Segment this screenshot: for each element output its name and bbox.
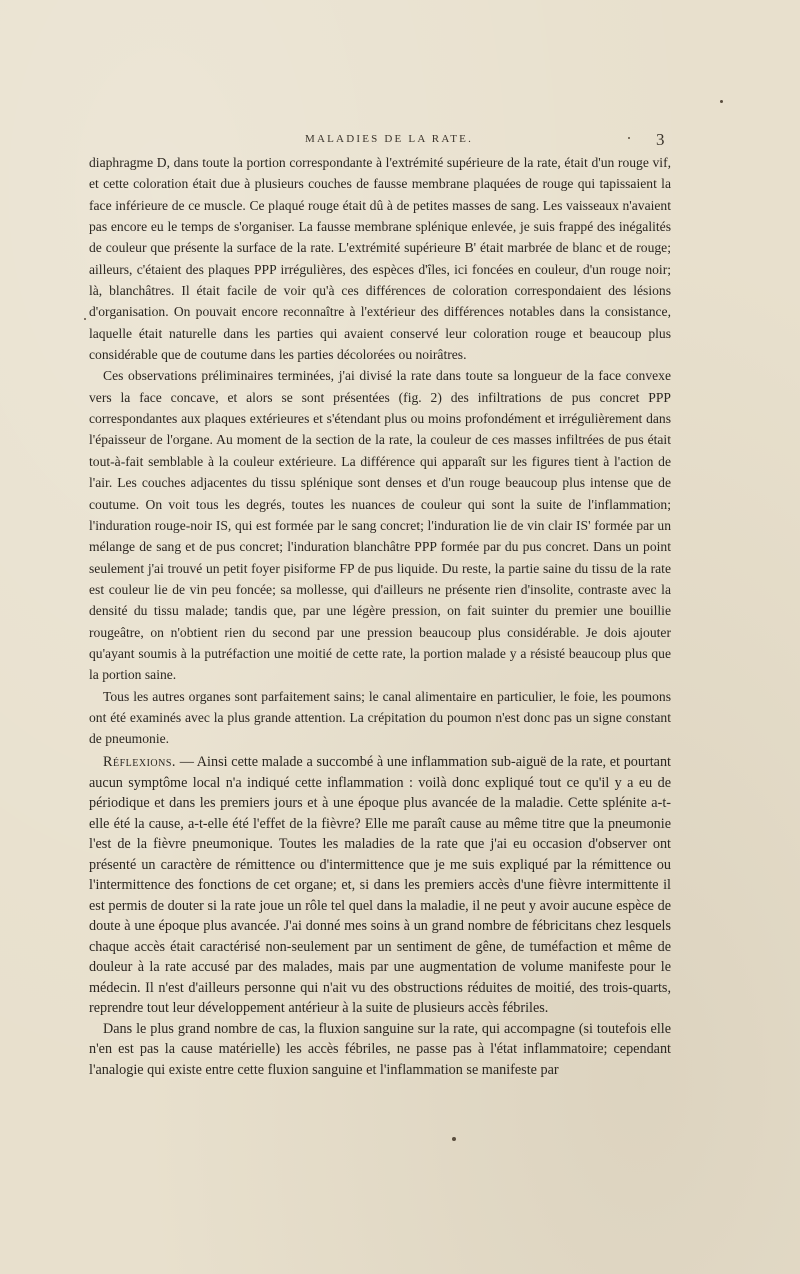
running-head: MALADIES DE LA RATE. — [305, 133, 474, 145]
reflexions-section — [89, 752, 671, 1080]
paper-speck — [720, 100, 723, 103]
paper-speck — [628, 137, 630, 139]
reflexions-paragraph-1 — [89, 752, 671, 1019]
observation-paragraph-1: diaphragme D, dans toute la portion correspondante à l'extrémité supérieure de la rate, était d'un rouge vif, et cette coloration était due à plusieurs couches de fausse membrane plaquées de rouge qui tapissaient la face inférieure de ce muscle. Ce plaqué rouge était dû à de petites masses de sang. Les vaisseaux n'avaient pas encore eu le temps de s'organiser. La fausse membrane splénique enlevée, je suis frappé des inégalités de couleur que présente la surface de la rate. L'extrémité supérieure B' était marbrée de blanc et de rouge; ailleurs, c'étaient des plaques PPP irrégulières, des espèces d'îles, ici foncées en couleur, d'un rouge noir; là, blanchâtres. Il était facile de voir qu'à ces différences de coloration correspondaient des lésions d'organisation. On pouvait encore reconnaître à l'extérieur des différences notables dans la consistance, laquelle était naturelle dans les parties qui avaient conservé leur coloration rouge et beaucoup plus considérable que de coutume dans les parties décolorées ou noirâtres. — [89, 155, 671, 363]
reflexions-paragraph-2: Dans le plus grand nombre de cas, la fluxion sanguine sur la rate, qui accompagne (si toutefois elle n'en est pas la cause matérielle) les accès fébriles, ne passe pas à l'état inflammatoire; cependant l'analogie qui existe entre cette fluxion sanguine et l'inflammation se manifeste par — [89, 1020, 671, 1078]
paper-speck — [84, 318, 86, 320]
observation-paragraph-3: Tous les autres organes sont parfaitement sains; le canal alimentaire en particulier, le foie, les poumons ont été examinés avec la plus grande attention. La crépitation du poumon n'est donc pas un signe constant de pneumonie. — [89, 688, 671, 747]
observation-section — [89, 152, 671, 750]
page-number: 3 — [656, 130, 665, 149]
reflexions-label: Réflexions. — [103, 754, 176, 770]
paper-speck — [452, 1137, 456, 1141]
reflexions-text-1: — Ainsi cette malade a succombé à une inflammation sub-aiguë de la rate, et pourtant aucun symptôme local n'a indiqué cette inflammation : voilà donc expliqué tout ce qu'il y a eu de périodique et dans les premiers jours et à une époque plus avancée de la maladie. Cette splénite a-t-elle été la cause, a-t-elle été l'effet de la fièvre? Elle me paraît cause au même titre que la pneumonie l'est de la fièvre pneumonique. Toutes les maladies de la rate que j'ai eu occasion d'observer ont présenté un caractère de rémittence ou d'intermittence que je me suis expliqué par la rémittence ou l'intermittence des fonctions de cet organe; et, si dans les premiers accès d'une fièvre intermittente il est permis de douter si la rate joue un rôle tel quel dans la maladie, il ne peut y avoir aucune espèce de doute à une époque plus avancée. J'ai donné mes soins à un grand nombre de fébricitans chez lesquels chaque accès était caractérisé non-seulement par un sentiment de gêne, de tuméfaction et même de douleur à la rate accusé par des malades, mais par une augmentation de volume manifeste pour le médecin. Il n'est d'ailleurs personne qui n'ait vu des obstructions réduites de moitié, des trois-quarts, reprendre tout leur développement antérieur à la suite de plusieurs accès fébriles. — [89, 754, 671, 1016]
observation-paragraph-2: Ces observations préliminaires terminées, j'ai divisé la rate dans toute sa longueur de la face convexe vers la face concave, et alors se sont présentées (fig. 2) des infiltrations de pus concret PPP correspondantes aux plaques extérieures et s'étendant plus ou moins profondément et irrégulièrement dans l'épaisseur de l'organe. Au moment de la section de la rate, la couleur de ces masses infiltrées de pus était tout-à-fait semblable à la couleur extérieure. La différence qui apparaît sur les figures tient à l'action de l'air. Les couches adjacentes du tissu splénique sont denses et d'un rouge beaucoup plus intense que de coutume. On voit tous les degrés, toutes les nuances de couleur qui sont la suite de l'inflammation; l'induration rouge-noir IS, qui est formée par le sang concret; l'induration lie de vin clair IS' formée par un mélange de sang et de pus concret; l'induration blanchâtre PPP formée par du pus concret. Dans un point seulement j'ai trouvé un petit foyer pisiforme FP de pus liquide. Du reste, la partie saine du tissu de la rate est couleur lie de vin peu foncée; sa mollesse, qui d'ailleurs ne présente rien d'insolite, contraste avec la densité du tissu malade; tandis que, par une légère pression, on fait suinter du premier une bouillie rougeâtre, on n'obtient rien du second par une pression beaucoup plus considérable. Je dois ajouter qu'ayant soumis à la putréfaction une moitié de cette rate, la portion malade y a résisté beaucoup plus que la portion saine. — [89, 368, 671, 683]
